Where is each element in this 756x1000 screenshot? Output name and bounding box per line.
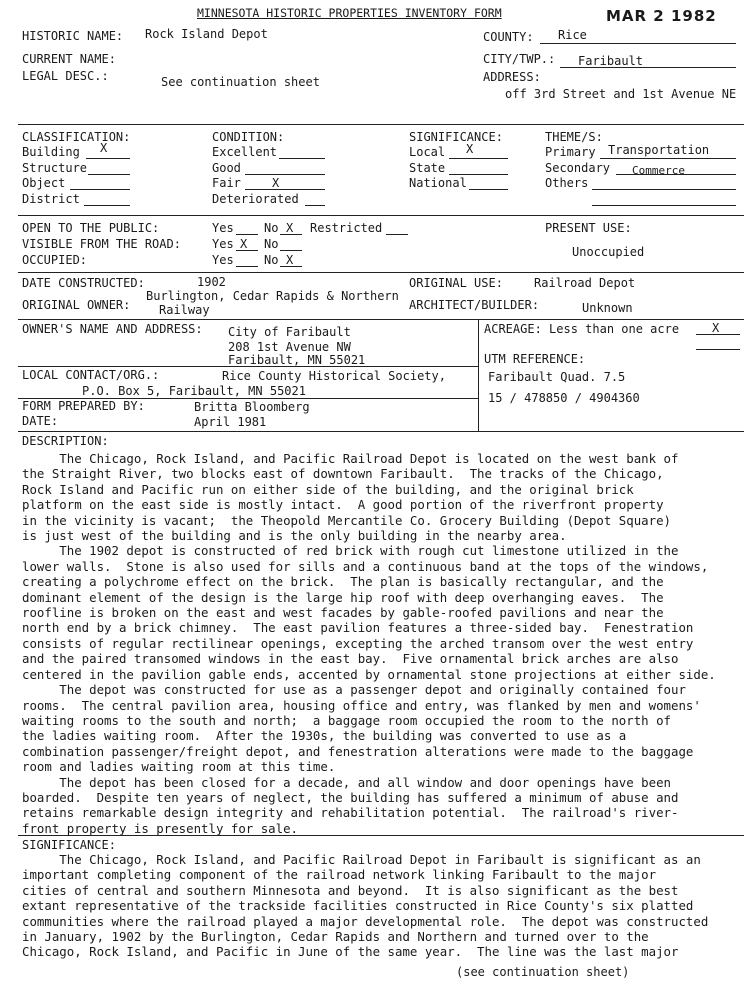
significance-text	[22, 852, 742, 960]
significance-national: National	[409, 176, 467, 190]
county-underline	[540, 43, 736, 44]
date-constructed-label: DATE CONSTRUCTED:	[22, 276, 145, 290]
visible-yes-mark: X	[240, 237, 248, 251]
section-divider	[18, 431, 744, 432]
county-label: COUNTY:	[483, 30, 534, 44]
legal-desc-value: See continuation sheet	[161, 75, 320, 89]
theme-others-label: Others	[545, 176, 589, 190]
architect-label: ARCHITECT/BUILDER:	[409, 298, 540, 312]
address-value: off 3rd Street and 1st Avenue NE	[505, 87, 737, 101]
visible-no: No	[264, 237, 279, 251]
acreage-mark: X	[712, 321, 720, 335]
significance-line: cities of central and southern Minnesota and beyond. It is also significant as the best	[22, 882, 679, 898]
description-line: dominant element of the design is the large hip roof with deep overhanging eaves. The	[22, 589, 664, 605]
original-owner-line1: Burlington, Cedar Rapids & Northern	[146, 289, 399, 303]
description-line: is just west of the building and is the only building in the nearby area.	[22, 528, 567, 544]
section-divider	[18, 835, 744, 836]
description-line: centered in the pavilion gable ends, accented by ornamental stone projections at either side.	[22, 666, 716, 682]
theme-primary-label: Primary	[545, 145, 596, 159]
description-line: room and ladies waiting room at this time.	[22, 759, 336, 775]
significance-line: extant representative of the trackside facilities constructed in Rice County's six platted	[22, 898, 694, 914]
owner-line3: Faribault, MN 55021	[228, 353, 366, 367]
original-use-value: Railroad Depot	[534, 276, 636, 290]
legal-desc-label: LEGAL DESC.:	[22, 69, 109, 83]
significance-mark: X	[466, 142, 474, 156]
visible-yes: Yes	[212, 237, 234, 251]
occupied-no: No	[264, 253, 279, 267]
description-line: the ladies waiting room. After the 1930s, the building was converted to use as a	[22, 728, 627, 744]
column-divider	[478, 319, 479, 431]
occupied-yes: Yes	[212, 253, 234, 267]
owner-label: OWNER'S NAME AND ADDRESS:	[22, 322, 203, 336]
description-line: roofline is broken on the east and west facades by gable-roofed pavilions and near the	[22, 605, 664, 621]
description-line: lower walls. Stone is also used for sills and a continuous band at the tops of the windows,	[22, 558, 709, 574]
description-line: front property is presently for sale.	[22, 820, 299, 836]
description-line: consists of regular rectilinear openings, excepting the arched transom over the west entry	[22, 635, 694, 651]
owner-line2: 208 1st Avenue NW	[228, 340, 351, 354]
section-divider	[18, 215, 744, 216]
significance-local: Local	[409, 145, 446, 159]
address-label: ADDRESS:	[483, 70, 541, 84]
form-title: MINNESOTA HISTORIC PROPERTIES INVENTORY FORM	[197, 6, 502, 20]
condition-excellent: Excellent	[212, 145, 278, 159]
open-yes: Yes	[212, 221, 234, 235]
classification-district: District	[22, 192, 80, 206]
description-line: and the paired transomed windows in the east bay. Five ornamental brick arches are also	[22, 651, 679, 667]
utm-coords: 15 / 478850 / 4904360	[488, 391, 640, 405]
section-divider	[18, 124, 744, 125]
present-use-value: Unoccupied	[572, 245, 645, 259]
owner-line1: City of Faribault	[228, 325, 351, 339]
utm-quad: Faribault Quad. 7.5	[488, 370, 626, 384]
visible-road-label: VISIBLE FROM THE ROAD:	[22, 237, 181, 251]
significance-line: in January, 1902 by the Burlington, Cedar Rapids and Northern and turned over to the	[22, 929, 649, 945]
historic-name-label: HISTORIC NAME:	[22, 29, 124, 43]
date-label: DATE:	[22, 414, 59, 428]
open-no-mark: X	[286, 221, 294, 235]
classification-object: Object	[22, 176, 66, 190]
description-line: The 1902 depot is constructed of red brick with rough cut limestone utilized in the	[22, 543, 679, 559]
continuation-note: (see continuation sheet)	[456, 965, 630, 979]
description-label: DESCRIPTION:	[22, 434, 109, 448]
description-line: retains remarkable design integrity and rehabilitation potential. The railroad's river-	[22, 805, 679, 821]
description-text	[22, 451, 742, 836]
description-line: in the vicinity is vacant; the Theopold Mercantile Co. Grocery Building (Depot Square)	[22, 512, 672, 528]
condition-label: CONDITION:	[212, 130, 285, 144]
description-line: creating a polychrome effect on the brick. The plan is basically rectangular, and the	[22, 574, 664, 590]
date-constructed-value: 1902	[197, 275, 226, 289]
description-line: The depot has been closed for a decade, and all window and door openings have been	[22, 774, 672, 790]
description-line: Rock Island and Pacific run on either side of the building, and the original brick	[22, 481, 634, 497]
original-use-label: ORIGINAL USE:	[409, 276, 503, 290]
local-contact-line2: P.O. Box 5, Faribault, MN 55021	[82, 384, 306, 398]
significance-label: SIGNIFICANCE:	[409, 130, 503, 144]
current-name-label: CURRENT NAME:	[22, 52, 116, 66]
condition-fair: Fair	[212, 176, 241, 190]
description-line: waiting rooms to the south and north; a baggage room occupied the room to the north of	[22, 712, 672, 728]
significance-section-label: SIGNIFICANCE:	[22, 838, 116, 852]
original-owner-line2: Railway	[159, 303, 210, 317]
condition-mark: X	[272, 176, 280, 190]
classification-mark: X	[100, 141, 108, 155]
description-line: the Straight River, two blocks east of downtown Faribault. The tracks of the Chicago,	[22, 466, 664, 482]
significance-line: The Chicago, Rock Island, and Pacific Railroad Depot in Faribault is significant as an	[22, 852, 701, 867]
occupied-no-mark: X	[286, 253, 294, 267]
theme-secondary-label: Secondary	[545, 161, 611, 175]
city-underline	[560, 67, 736, 68]
historic-name-value: Rock Island Depot	[145, 27, 268, 41]
description-line: boarded. Despite ten years of neglect, the building has suffered a minimum of abuse and	[22, 789, 679, 805]
classification-structure: Structure	[22, 161, 88, 175]
present-use-label: PRESENT USE:	[545, 221, 632, 235]
local-contact-line1: Rice County Historical Society,	[222, 369, 446, 383]
classification-building: Building	[22, 145, 80, 159]
city-label: CITY/TWP.:	[483, 52, 556, 66]
county-value: Rice	[558, 28, 587, 42]
original-owner-label: ORIGINAL OWNER:	[22, 298, 131, 312]
significance-line: Chicago, Rock Island, and Pacific in June of the same year. The line was the last major	[22, 944, 679, 960]
local-contact-label: LOCAL CONTACT/ORG.:	[22, 368, 160, 382]
received-date-stamp: MAR 2 1982	[606, 7, 717, 25]
description-line: rooms. The central pavilion area, housing office and entry, was flanked by men and womens'	[22, 697, 701, 713]
occupied-label: OCCUPIED:	[22, 253, 88, 267]
description-line: The Chicago, Rock Island, and Pacific Railroad Depot is located on the west bank of	[22, 451, 679, 466]
significance-line: important completing component of the railroad network linking Faribault to the major	[22, 867, 657, 883]
open-restricted: Restricted	[310, 221, 383, 235]
section-divider	[18, 272, 744, 273]
theme-secondary-value: Commerce	[632, 164, 685, 177]
utm-label: UTM REFERENCE:	[484, 352, 586, 366]
description-line: platform on the east side is mostly intact. A good portion of the riverfront property	[22, 497, 664, 513]
description-line: north end by a brick chimney. The east pavilion features a three-sided bay. Fenestration	[22, 620, 694, 636]
significance-state: State	[409, 161, 446, 175]
architect-value: Unknown	[582, 301, 633, 315]
significance-line: communities where the railroad played a major developmental role. The depot was constructed	[22, 913, 709, 929]
classification-label: CLASSIFICATION:	[22, 130, 131, 144]
condition-good: Good	[212, 161, 241, 175]
theme-primary-value: Transportation	[608, 143, 710, 157]
prepared-by-label: FORM PREPARED BY:	[22, 399, 145, 413]
acreage-label: ACREAGE: Less than one acre	[484, 322, 680, 336]
description-line: combination passenger/freight depot, and fenestration alterations were made to the baggage	[22, 743, 694, 759]
date-prepared-value: April 1981	[194, 415, 267, 429]
description-line: The depot was constructed for use as a passenger depot and originally contained four	[22, 682, 686, 698]
open-public-label: OPEN TO THE PUBLIC:	[22, 221, 160, 235]
section-divider	[18, 319, 744, 320]
open-no: No	[264, 221, 279, 235]
prepared-by-value: Britta Bloomberg	[194, 400, 310, 414]
city-value: Faribault	[578, 54, 644, 68]
condition-deteriorated: Deteriorated	[212, 192, 299, 206]
theme-label: THEME/S:	[545, 130, 603, 144]
